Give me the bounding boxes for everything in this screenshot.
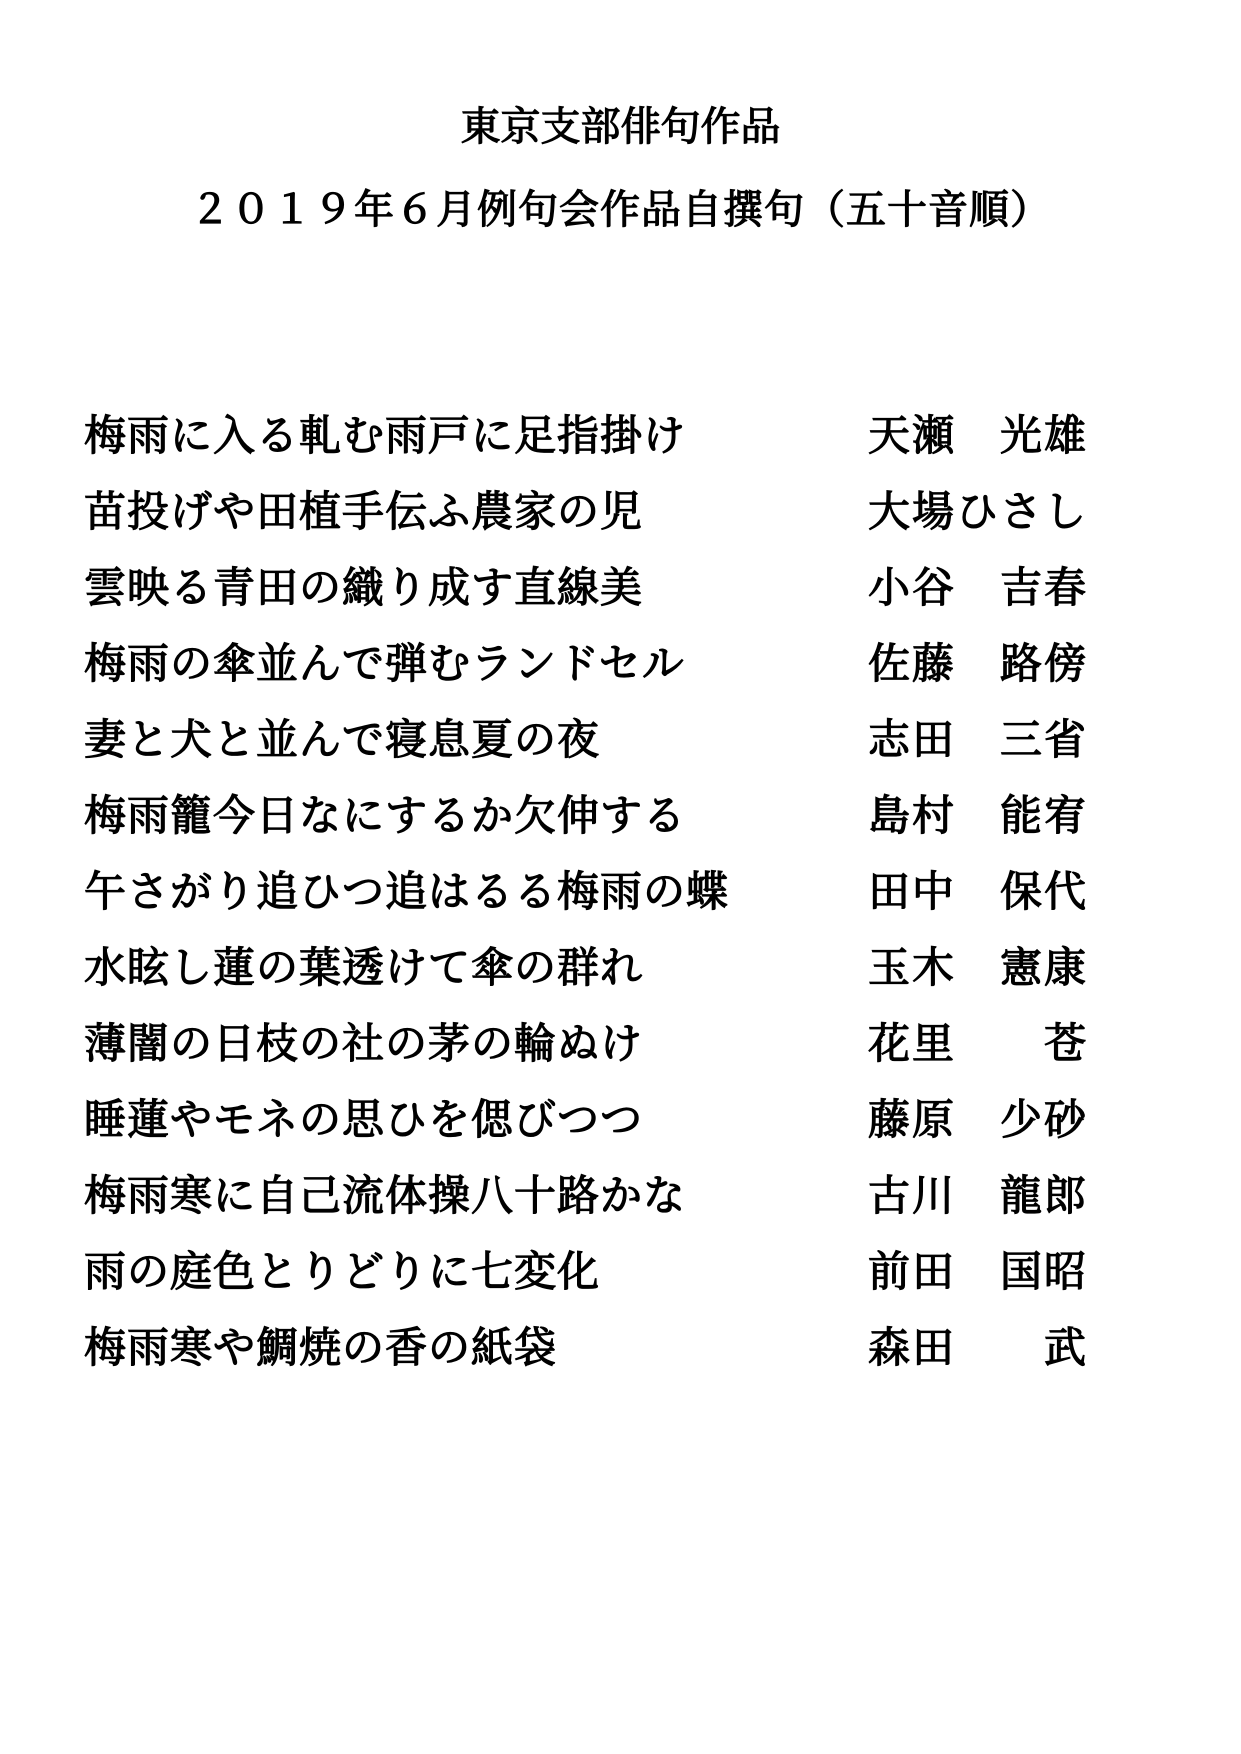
- haiku-text: 苗投げや田植手伝ふ農家の児: [84, 487, 644, 536]
- poet-name: 小谷 吉春: [868, 563, 1089, 612]
- poet-name: 佐藤 路傍: [868, 639, 1089, 688]
- poet-name: 玉木 憲康: [868, 943, 1089, 992]
- haiku-entry: [0, 1168, 1241, 1244]
- haiku-entry: [0, 1092, 1241, 1168]
- haiku-entry: [0, 712, 1241, 788]
- haiku-entry: [0, 1016, 1241, 1092]
- haiku-entry: [0, 1244, 1241, 1320]
- haiku-text: 梅雨に入る軋む雨戸に足指掛け: [84, 411, 687, 460]
- haiku-text: 梅雨寒に自己流体操八十路かな: [84, 1171, 687, 1220]
- haiku-list: [0, 408, 1241, 1396]
- poet-name: 大場ひさし: [868, 487, 1089, 536]
- document-title: 東京支部俳句作品: [460, 103, 781, 150]
- haiku-entry: [0, 484, 1241, 560]
- poet-name: 志田 三省: [868, 715, 1089, 764]
- document-subtitle: ２０１９年６月例句会作品自撰句（五十音順）: [190, 186, 1051, 233]
- haiku-text: 雨の庭色とりどりに七変化: [84, 1247, 601, 1296]
- haiku-entry: [0, 788, 1241, 864]
- poet-name: 藤原 少砂: [868, 1095, 1089, 1144]
- haiku-entry: [0, 864, 1241, 940]
- haiku-entry: [0, 560, 1241, 636]
- haiku-text: 午さがり追ひつ追はるる梅雨の蝶: [84, 867, 730, 916]
- poet-name: 花里 苍: [868, 1019, 1089, 1068]
- haiku-text: 睡蓮やモネの思ひを偲びつつ: [84, 1095, 644, 1144]
- haiku-text: 梅雨寒や鯛焼の香の紙袋: [84, 1323, 558, 1372]
- poet-name: 森田 武: [868, 1323, 1089, 1372]
- haiku-entry: [0, 408, 1241, 484]
- poet-name: 島村 能宥: [868, 791, 1089, 840]
- haiku-text: 梅雨の傘並んで弾むランドセル: [84, 639, 685, 688]
- haiku-text: 薄闇の日枝の社の茅の輪ぬけ: [84, 1019, 644, 1068]
- haiku-text: 雲映る青田の織り成す直線美: [84, 563, 644, 612]
- haiku-text: 水眩し蓮の葉透けて傘の群れ: [84, 943, 644, 992]
- poet-name: 天瀬 光雄: [868, 411, 1089, 460]
- haiku-entry: [0, 636, 1241, 712]
- haiku-entry: [0, 1320, 1241, 1396]
- haiku-text: 妻と犬と並んで寝息夏の夜: [84, 715, 601, 764]
- haiku-text: 梅雨籠今日なにするか欠伸する: [84, 791, 687, 840]
- haiku-entry: [0, 940, 1241, 1016]
- poet-name: 田中 保代: [868, 867, 1089, 916]
- poet-name: 古川 龍郎: [868, 1171, 1089, 1220]
- poet-name: 前田 国昭: [868, 1247, 1089, 1296]
